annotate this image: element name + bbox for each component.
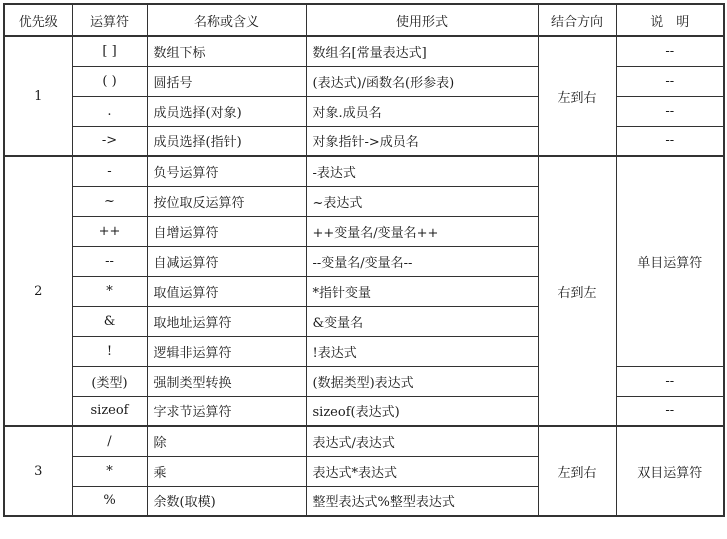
priority-cell: 2 (4, 156, 72, 426)
note-cell: -- (616, 366, 724, 396)
header-priority: 优先级 (4, 4, 72, 36)
usage-cell: *指针变量 (306, 276, 538, 306)
name-cell: 字求节运算符 (147, 396, 306, 426)
table-row (4, 156, 724, 186)
header-note: 说 明 (616, 4, 724, 36)
name-cell: 强制类型转换 (147, 366, 306, 396)
usage-cell: 表达式/表达式 (306, 426, 538, 456)
note-cell: -- (616, 36, 724, 66)
usage-cell: --变量名/变量名-- (306, 246, 538, 276)
associativity-cell: 右到左 (538, 156, 616, 426)
usage-cell: (数据类型)表达式 (306, 366, 538, 396)
name-cell: 取地址运算符 (147, 306, 306, 336)
usage-cell: !表达式 (306, 336, 538, 366)
header-name: 名称或含义 (147, 4, 306, 36)
usage-cell: 对象.成员名 (306, 96, 538, 126)
operator-cell: ( ) (72, 66, 147, 96)
operator-cell: - (72, 156, 147, 186)
operator-cell: % (72, 486, 147, 516)
usage-cell: 对象指针->成员名 (306, 126, 538, 156)
table-row (4, 96, 724, 126)
header-usage: 使用形式 (306, 4, 538, 36)
name-cell: 自增运算符 (147, 216, 306, 246)
associativity-cell: 左到右 (538, 426, 616, 516)
operator-cell: * (72, 276, 147, 306)
name-cell: 按位取反运算符 (147, 186, 306, 216)
note-cell: 单目运算符 (616, 156, 724, 366)
operator-cell: sizeof (72, 396, 147, 426)
operator-precedence-table-container (3, 3, 725, 517)
usage-cell: -表达式 (306, 156, 538, 186)
usage-cell: 整型表达式%整型表达式 (306, 486, 538, 516)
name-cell: 成员选择(指针) (147, 126, 306, 156)
name-cell: 圆括号 (147, 66, 306, 96)
table-row (4, 366, 724, 396)
name-cell: 除 (147, 426, 306, 456)
usage-cell: &变量名 (306, 306, 538, 336)
note-cell: -- (616, 396, 724, 426)
operator-cell: ! (72, 336, 147, 366)
usage-cell: sizeof(表达式) (306, 396, 538, 426)
operator-cell: [ ] (72, 36, 147, 66)
note-cell: -- (616, 96, 724, 126)
operator-cell: ++ (72, 216, 147, 246)
name-cell: 乘 (147, 456, 306, 486)
operator-cell: -> (72, 126, 147, 156)
operator-cell: . (72, 96, 147, 126)
table-row (4, 426, 724, 456)
operator-cell: * (72, 456, 147, 486)
operator-cell: / (72, 426, 147, 456)
name-cell: 成员选择(对象) (147, 96, 306, 126)
operator-precedence-table (3, 3, 725, 517)
usage-cell: 表达式*表达式 (306, 456, 538, 486)
operator-cell: (类型) (72, 366, 147, 396)
note-cell: -- (616, 126, 724, 156)
name-cell: 逻辑非运算符 (147, 336, 306, 366)
name-cell: 余数(取模) (147, 486, 306, 516)
note-cell: -- (616, 66, 724, 96)
table-row (4, 36, 724, 66)
operator-cell: ~ (72, 186, 147, 216)
name-cell: 数组下标 (147, 36, 306, 66)
usage-cell: 数组名[常量表达式] (306, 36, 538, 66)
priority-cell: 1 (4, 36, 72, 156)
header-operator: 运算符 (72, 4, 147, 36)
header-associativity: 结合方向 (538, 4, 616, 36)
name-cell: 负号运算符 (147, 156, 306, 186)
table-row (4, 126, 724, 156)
operator-cell: -- (72, 246, 147, 276)
usage-cell: (表达式)/函数名(形参表) (306, 66, 538, 96)
name-cell: 自减运算符 (147, 246, 306, 276)
table-row (4, 396, 724, 426)
operator-cell: & (72, 306, 147, 336)
name-cell: 取值运算符 (147, 276, 306, 306)
priority-cell: 3 (4, 426, 72, 516)
table-row (4, 66, 724, 96)
associativity-cell: 左到右 (538, 36, 616, 156)
header-row (4, 4, 724, 36)
note-cell: 双目运算符 (616, 426, 724, 516)
usage-cell: ++变量名/变量名++ (306, 216, 538, 246)
usage-cell: ~表达式 (306, 186, 538, 216)
